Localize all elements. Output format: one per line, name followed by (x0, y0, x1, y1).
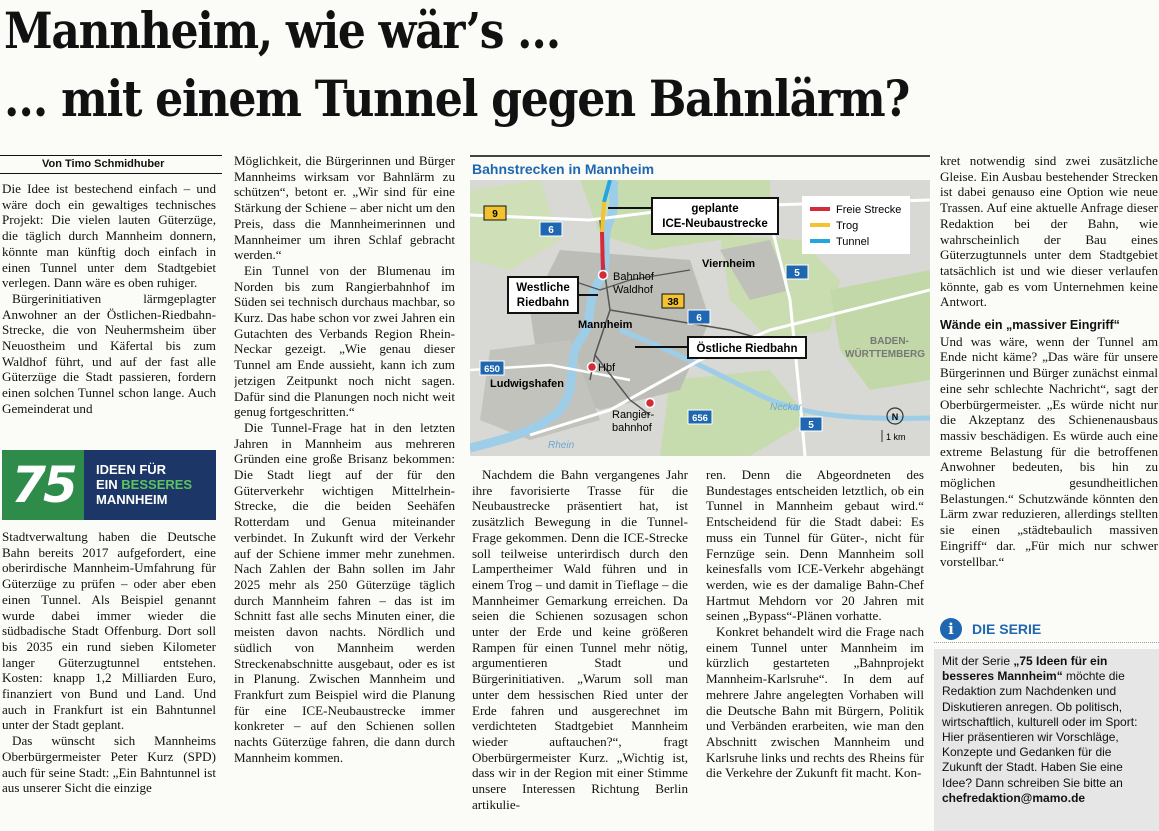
subheading: Wände ein „massiver Eingriff“ (940, 318, 1120, 333)
serie-text-2: möchte die Redaktion zum Nachdenken und Diskutieren anregen. Ob politisch, wirtschaftlich, kulturell oder im Sport: Hier präsentieren wir Vorschläge, Konzepte und Gedanken für die Zukunft der Stadt. Haben Sie eine Idee? Dann schreiben Sie bitte an (942, 669, 1138, 790)
paragraph: Konkret behandelt wird die Frage nach einem Tunnel unter Mannheim im kürzlich gestarteten „Bahnprojekt Mannheim-Karlsruhe“. In dem auf mehrere Jahre angelegten Vorhaben will die Deutsche Bahn mit Bürgern, Politik und Verbänden erarbeiten, wie man den Abschnitt zwischen Mannheim und Karlsruhe links und rechts des Rheins für die Verkehre der Zukunft fit macht. Kon- (706, 624, 924, 781)
article-column-1-continued (2, 529, 216, 828)
station-rangier-marker (646, 399, 655, 408)
map-header (470, 155, 930, 181)
headline-line-2: … mit einem Tunnel gegen Bahnlärm? (4, 69, 909, 128)
info-icon: i (940, 618, 962, 640)
road-shield-5b-label: 5 (808, 420, 814, 431)
headline-line-1: Mannheim, wie wär’s … (4, 1, 560, 60)
station-waldhof-marker (599, 271, 608, 280)
paragraph: Ein Tunnel von der Blumenau im Norden bis zum Rangierbahnhof im Süden sei technisch durchaus machbar, so Kurz. Das habe schon vor zwei Jahren ein Gutachten des Verbands Region Rhein-Neckar gezeigt. „Wie genau dieser Tunnel am Ende aussieht, kann ich zum jetzigen Zeitpunkt noch nicht sagen. Dafür sind die Planungen noch nicht weit genug fortgeschritten.“ (234, 262, 455, 420)
serie-info-box (934, 616, 1159, 828)
article-column-2 (234, 153, 455, 828)
place-waldhof-1: Bahnhof (613, 271, 654, 283)
paragraph: ren. Denn die Abgeordneten des Bundestages entscheiden letztlich, ob ein Tunnel in Mannheim gebaut wird.“ Entscheidend für die Stadt dabei: Es muss ein Tunnel für Güter-, nicht für Fernzüge sein. Denn Mannheim soll keinesfalls vom ICE-Verkehr abgehängt werden, wie es der damalige Bahn-Chef Hartmut Mehdorn vor 20 Jahren mit seinen „Bypass“-Plänen vorhatte. (706, 467, 924, 624)
series-logo-text (96, 462, 192, 507)
scale-label: 1 km (886, 432, 906, 442)
paragraph: Und was wäre, wenn der Tunnel am Ende nicht käme? „Das wäre für unsere Bürgerinnen und Bürger zunächst einmal eine sehr schlechte Nachricht“, sagt der Oberbürgermeister. „Es würde nicht nur die Akzeptanz des Schienenausbaus massiv beschädigen. Es würde auch eine extreme Belastung für die betroffenen Anwohner bedeuten, bis hin zu möglichen gesundheitlichen Belastungen.“ Schutzwände könnten den Lärm zwar reduzieren, allerdings stellten sie einen „städtebaulich massiven Eingriff“ dar. „Für mich nur schwer vorstellbar.“ (940, 333, 1158, 569)
place-ludwigshafen: Ludwigshafen (490, 378, 564, 390)
place-bw-2: WÜRTTEMBERG (845, 349, 925, 360)
road-shield-650-label: 650 (484, 364, 500, 375)
serie-email: chefredaktion@mamo.de (942, 790, 1086, 805)
place-rangier-1: Rangier- (612, 409, 655, 421)
place-neckar: Neckar (770, 402, 802, 413)
series-logo-badge (2, 450, 216, 520)
place-mannheim: Mannheim (578, 319, 633, 331)
ice-line-free (602, 232, 603, 275)
callout-ost-label: Östliche Riedbahn (696, 343, 798, 355)
paragraph: Möglichkeit, die Bürgerinnen und Bürger Mannheims wirksam vor Bahnlärm zu schützen“, betont er. „Wir sind für eine Stärkung der Schiene – aber nicht um den Preis, dass die Mannheimerinnen und Mannheimer um ihren Schlaf gebracht werden.“ (234, 153, 455, 263)
serie-box-body (934, 649, 1159, 831)
article-column-1 (2, 181, 216, 443)
series-logo-highlight: BESSERES (121, 477, 193, 492)
callout-west-line1: Westliche (516, 282, 570, 294)
serie-box-header (934, 616, 1159, 643)
legend-label-trog: Trog (836, 220, 859, 232)
road-shield-38-label: 38 (667, 297, 679, 308)
ice-line-trog (602, 202, 604, 232)
road-shield-9-label: 9 (492, 209, 498, 220)
article-column-4 (706, 467, 924, 828)
callout-ice-line1: geplante (691, 203, 739, 215)
paragraph: kret notwendig sind zwei zusätzliche Gleise. Ein Ausbau bestehender Strecken ist dabei genauso eine Option wie neue Trassen. Auf eine aktuelle Anfrage dieser Redaktion bei der Bahn, wie wahrscheinlich der Bau eines Güterzugtunnels unter dem Stadtgebiet tatsächlich ist und wie dieser verlaufen könnte, gab es vom Unternehmen keine Antwort. (940, 153, 1158, 310)
legend-label-tunnel: Tunnel (836, 236, 870, 248)
road-shield-6b-label: 6 (696, 313, 702, 324)
series-logo-line-1: IDEEN FÜR (96, 462, 167, 477)
article-column-3 (472, 467, 688, 828)
serie-box-title: DIE SERIE (972, 621, 1042, 637)
place-rangier-2: bahnhof (612, 422, 652, 434)
series-logo-line-3: MANNHEIM (96, 492, 168, 507)
place-viernheim: Viernheim (702, 258, 755, 270)
map-title: Bahnstrecken in Mannheim (472, 161, 655, 177)
place-waldhof-2: Waldhof (613, 284, 653, 296)
railway-map (470, 180, 930, 456)
serie-text-1: Mit der Serie (942, 654, 1014, 668)
callout-ice-line2: ICE-Neubaustrecke (662, 218, 768, 230)
paragraph: Das wünscht sich Mannheims Oberbürgermeister Peter Kurz (SPD) auch für seine Stadt: „Ein Bahntunnel ist aus unserer Sicht die einzige (2, 733, 216, 796)
road-shield-6a-label: 6 (548, 225, 554, 236)
station-hbf-marker (588, 363, 597, 372)
north-arrow-label: N (891, 412, 899, 422)
road-shield-656-label: 656 (692, 413, 708, 424)
paragraph: Nachdem die Bahn vergangenes Jahr ihre favorisierte Trasse für die Neubaustrecke präsentiert hat, ist zusätzlich Bewegung in die Tunnel-Frage gekommen. Denn die ICE-Strecke soll teilweise unterirdisch durch den Lampertheimer Wald führen und in einem Trog – und damit in Tieflage – die Mannheimer Gemarkung erreichen. Da seien die Schienen sozusagen schon unter der Erde und keine größeren Rampen für einen Tunnel mehr nötig, argumentieren Stadt und Bürgerinitiativen. „Warum soll man unter dem hessischen Ried unter der Erde fahren und ausgerechnet im verdichteten Stadtgebiet Mannheim wieder auftauchen?“, fragt Oberbürgermeister Kurz. „Wichtig ist, dass wir in der Region mit einer Stimme unsere Interessen Richtung Berlin artikulie- (472, 467, 688, 812)
byline-text: Von Timo Schmidhuber (42, 158, 165, 170)
serie-bold-title: „75 Ideen für ein besseres Mannheim“ (942, 654, 1108, 684)
place-hbf: Hbf (598, 362, 616, 374)
series-logo-line-2 (96, 477, 192, 492)
article-column-5 (940, 153, 1158, 608)
byline (0, 155, 222, 174)
paragraph: Bürgerinitiativen lärmgeplagter Anwohner an der Östlichen-Riedbahn-Strecke, die von Neuhermsheim über Neuostheim und Käfertal bis zum Waldhof führt, und auf der fast alle Güterzüge die Stadt passieren, fordern einen solchen Tunnel schon lange. Auch Gemeinderat und (2, 290, 216, 416)
paragraph: Die Tunnel-Frage hat in den letzten Jahren in Mannheim aus mehreren Gründen eine große Brisanz bekommen: Die Stadt liegt auf der für den Güterverkehr wichtigen Mittelrhein-Strecke, die die beiden Seehäfen Rotterdam und Genua miteinander verbindet. In Zukunft wird der Verkehr auf der Schiene immer mehr zunehmen. Nach Zahlen der Bahn sollen im Jahr 2025 mehr als 250 Güterzüge täglich durch Mannheim fahren – das ist im Schnitt fast alle sechs Minuten einer, die meisten davon nachts. Nördlich und südlich von Mannheim werden Streckenabschnitte ausgebaut, oder es ist in Planung. Zwischen Mannheim und Frankfurt zum Beispiel wird die Planung für eine ICE-Neubaustrecke immer konkreter – auf den Schienen sollen nachts Güterzüge fahren, die dann durch Mannheim kommen. (234, 419, 455, 765)
road-shield-5a-label: 5 (794, 268, 800, 279)
callout-west-line2: Riedbahn (516, 297, 570, 309)
series-logo-word: EIN (96, 477, 118, 492)
paragraph: Stadtverwaltung haben die Deutsche Bahn bereits 2017 aufgefordert, eine oberirdische Mannheim-Umfahrung für Güterzüge zu prüfen – oder aber eben einen Tunnel. Als Beispiel genannt wurde dabei immer wieder die südbadische Stadt Offenburg. Dort soll bis 2035 ein rund sieben Kilometer langer Güterzugtunnel entstehen. Kosten: knapp 1,2 Milliarden Euro, finanziert von Bund und Land. Und auch in Frankfurt ist ein Bahntunnel unter der Stadt geplant. (2, 529, 216, 733)
paragraph: Die Idee ist bestechend einfach – und wäre doch ein gewaltiges technisches Projekt: Die vielen lauten Güterzüge, die täglich durch Mannheim donnern, könnte man künftig doch einfach in einen Tunnel unter dem Stadtgebiet verlegen. Dann wäre es oben ruhiger. (2, 181, 216, 291)
place-bw-1: BADEN- (870, 336, 909, 347)
place-rhein: Rhein (548, 440, 575, 451)
series-logo-number: 75 (2, 450, 84, 520)
legend-label-free: Freie Strecke (836, 204, 902, 216)
